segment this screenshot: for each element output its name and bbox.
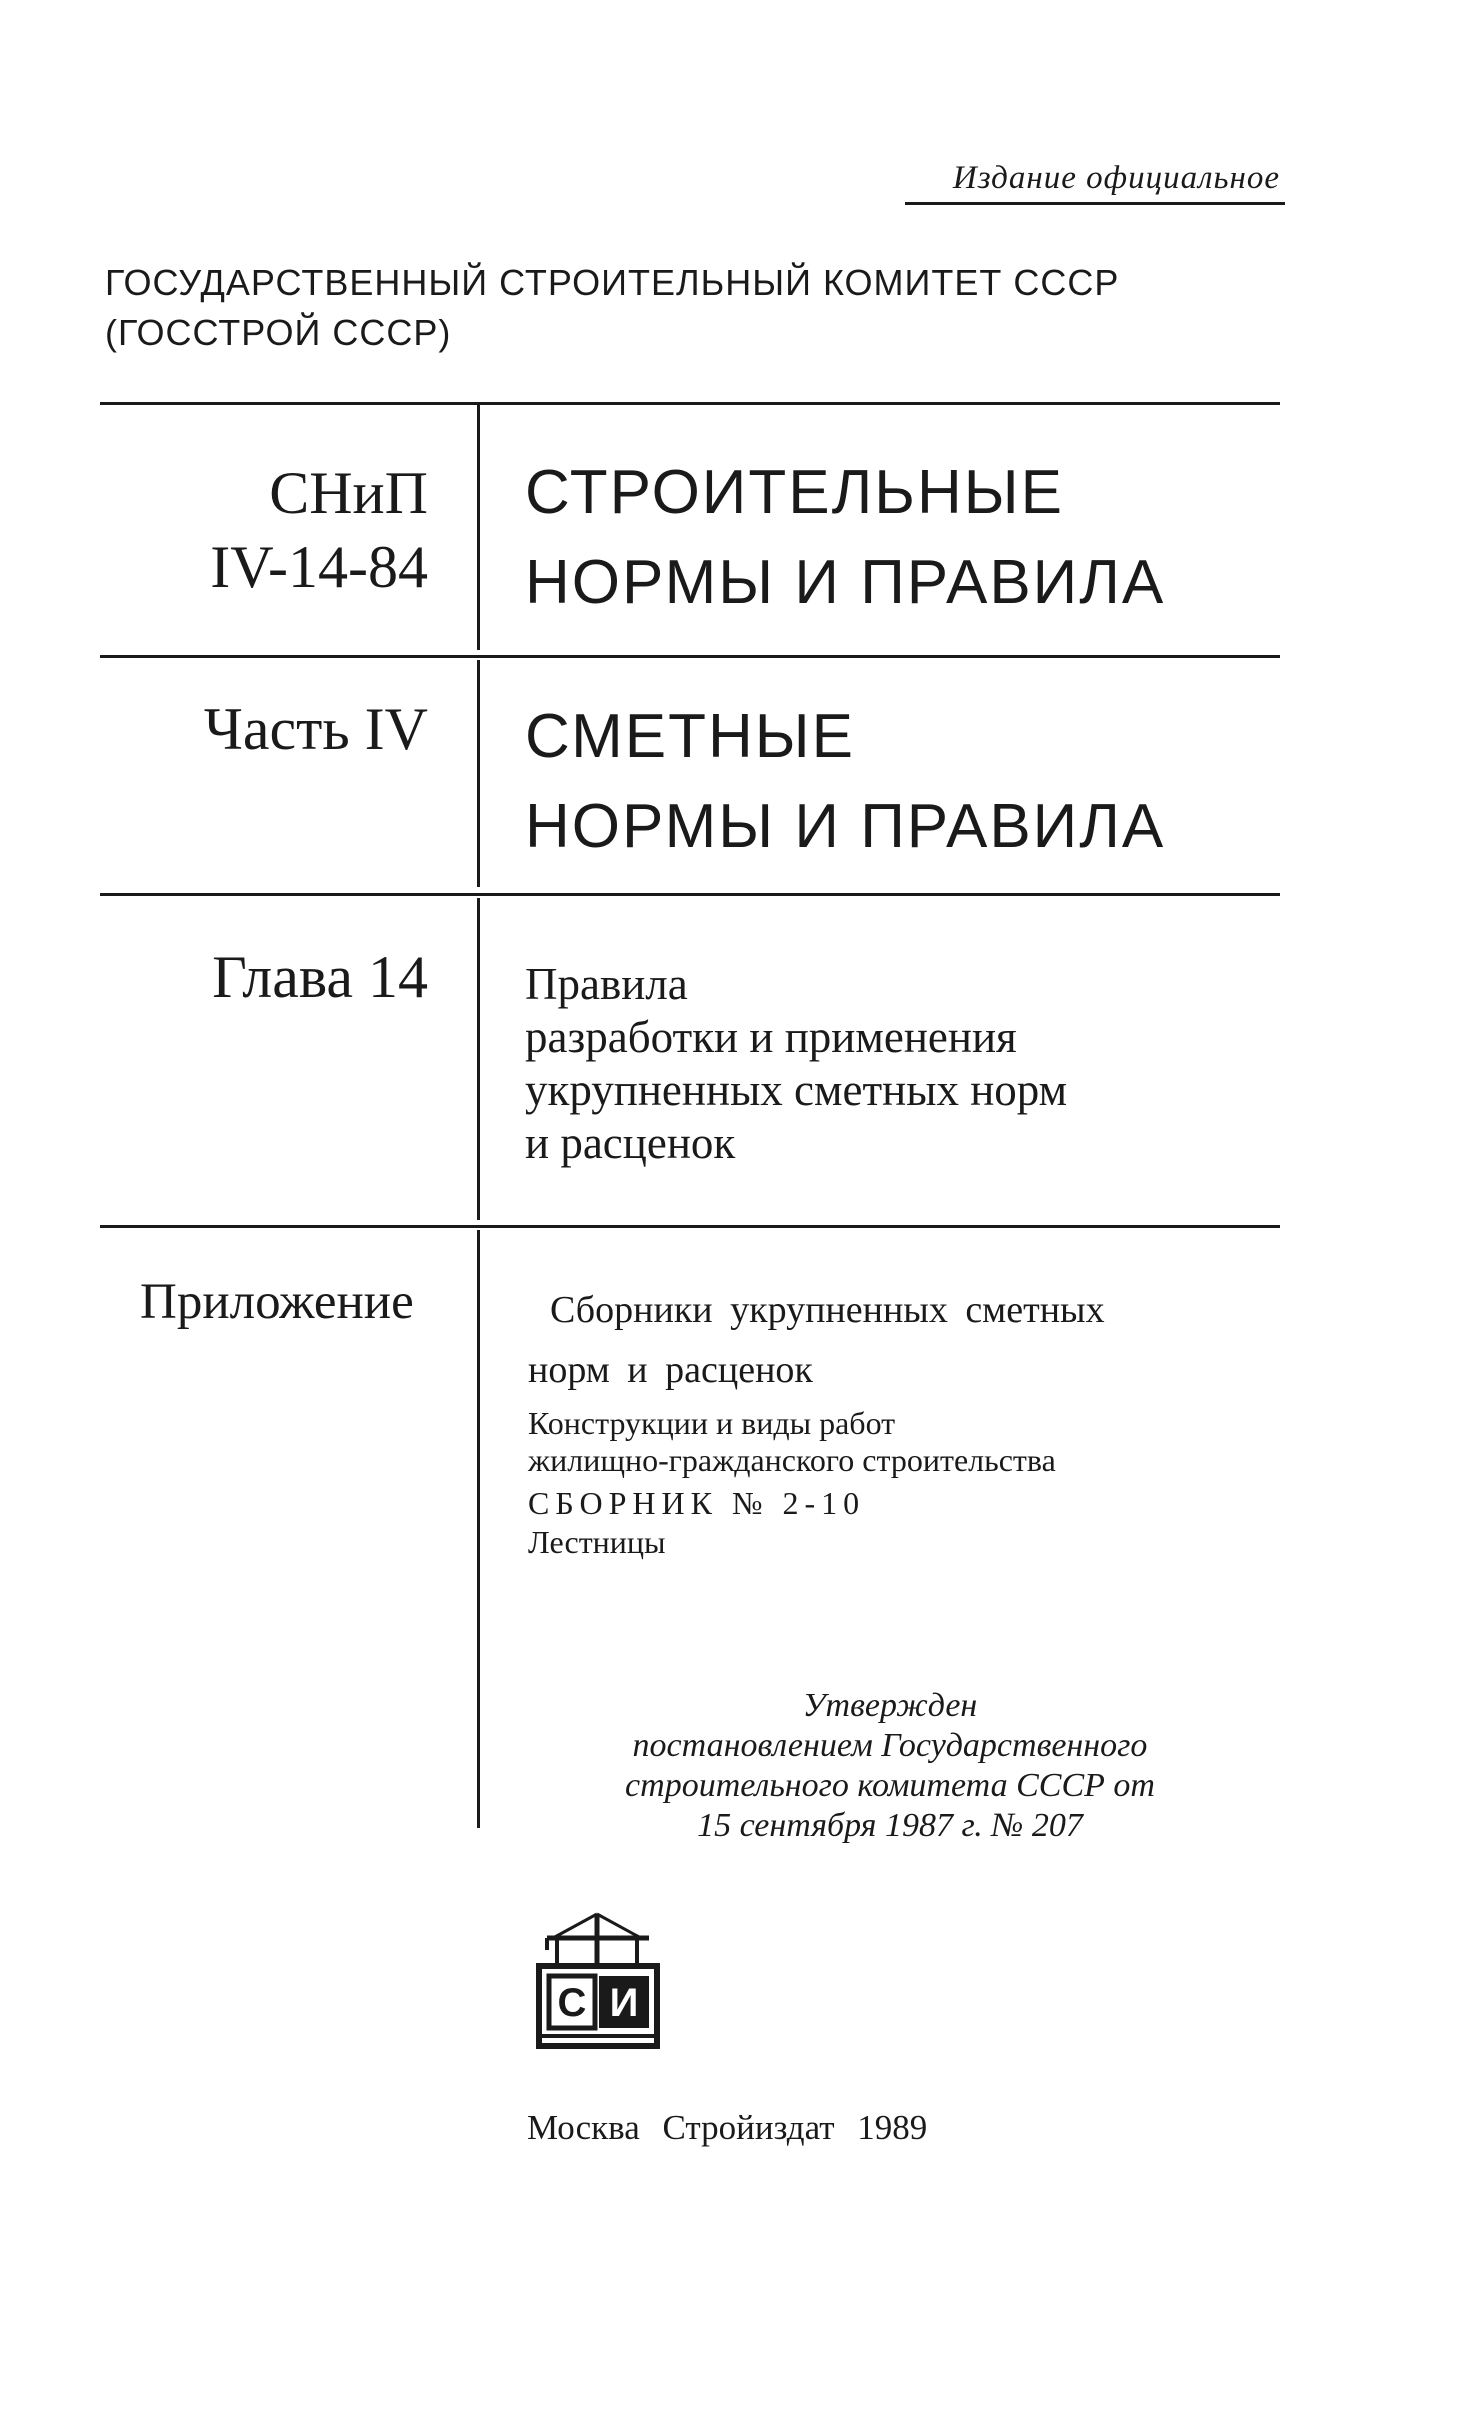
appendix-title: [528, 1280, 1105, 1400]
snip-title-line: СТРОИТЕЛЬНЫЕ: [525, 458, 1064, 527]
snip-code-number: IV-14-84: [210, 534, 428, 600]
divider-part-chapter: [100, 893, 1280, 896]
appendix-subtitle-line: Конструкции и виды работ: [528, 1405, 896, 1441]
chapter-label: Глава 14: [212, 944, 428, 1010]
committee-abbreviation: (ГОССТРОЙ СССР): [105, 312, 452, 353]
publisher-logo-icon: [533, 1910, 663, 2050]
part-label: Часть IV: [203, 696, 428, 762]
snip-title-line: НОРМЫ И ПРАВИЛА: [525, 548, 1166, 617]
imprint: Москва Стройиздат 1989: [527, 2108, 928, 2147]
edition-underline: [905, 202, 1285, 205]
column-divider-part: [477, 660, 480, 887]
chapter-title-line: и расценок: [525, 1118, 736, 1168]
approval-note: [580, 1686, 1200, 1846]
part-title-line: НОРМЫ И ПРАВИЛА: [525, 792, 1166, 861]
part-title: [525, 692, 1165, 872]
approval-line: Утвержден: [802, 1687, 978, 1724]
collection-topic: Лестницы: [528, 1524, 666, 1560]
approval-line: строительного комитета СССР от: [625, 1767, 1155, 1804]
appendix-title-line: Сборники укрупненных сметных: [550, 1289, 1105, 1331]
divider-snip-part: [100, 655, 1280, 658]
committee-header: [105, 258, 1119, 358]
chapter-title-line: разработки и применения: [525, 1012, 1017, 1062]
logo-letters: С: [557, 1981, 587, 2025]
committee-name: ГОСУДАРСТВЕННЫЙ СТРОИТЕЛЬНЫЙ КОМИТЕТ СССР: [105, 262, 1120, 303]
approval-line: 15 сентября 1987 г. № 207: [697, 1807, 1083, 1844]
chapter-title-line: укрупненных сметных норм: [525, 1065, 1068, 1115]
appendix-label: Приложение: [140, 1274, 414, 1330]
column-divider-chapter: [477, 898, 480, 1220]
edition-label: Издание официальное: [952, 160, 1280, 196]
snip-code: [210, 456, 428, 604]
snip-code-name: СНиП: [269, 460, 428, 526]
column-divider-appendix: [477, 1230, 480, 1828]
snip-title: [525, 448, 1165, 628]
column-divider-snip: [477, 405, 480, 650]
approval-line: постановлением Государственного: [632, 1727, 1148, 1764]
chapter-title: [525, 958, 1067, 1170]
appendix-subtitle-line: жилищно-гражданского строительства: [528, 1442, 1056, 1478]
appendix-title-line: норм и расценок: [528, 1349, 813, 1391]
divider-chapter-appendix: [100, 1225, 1280, 1228]
chapter-title-line: Правила: [525, 959, 688, 1009]
divider-top: [100, 402, 1280, 405]
collection-number: СБОРНИК № 2-10: [528, 1485, 866, 1521]
svg-text:И: И: [609, 1981, 639, 2025]
part-title-line: СМЕТНЫЕ: [525, 702, 855, 771]
appendix-details: [528, 1405, 1056, 1561]
